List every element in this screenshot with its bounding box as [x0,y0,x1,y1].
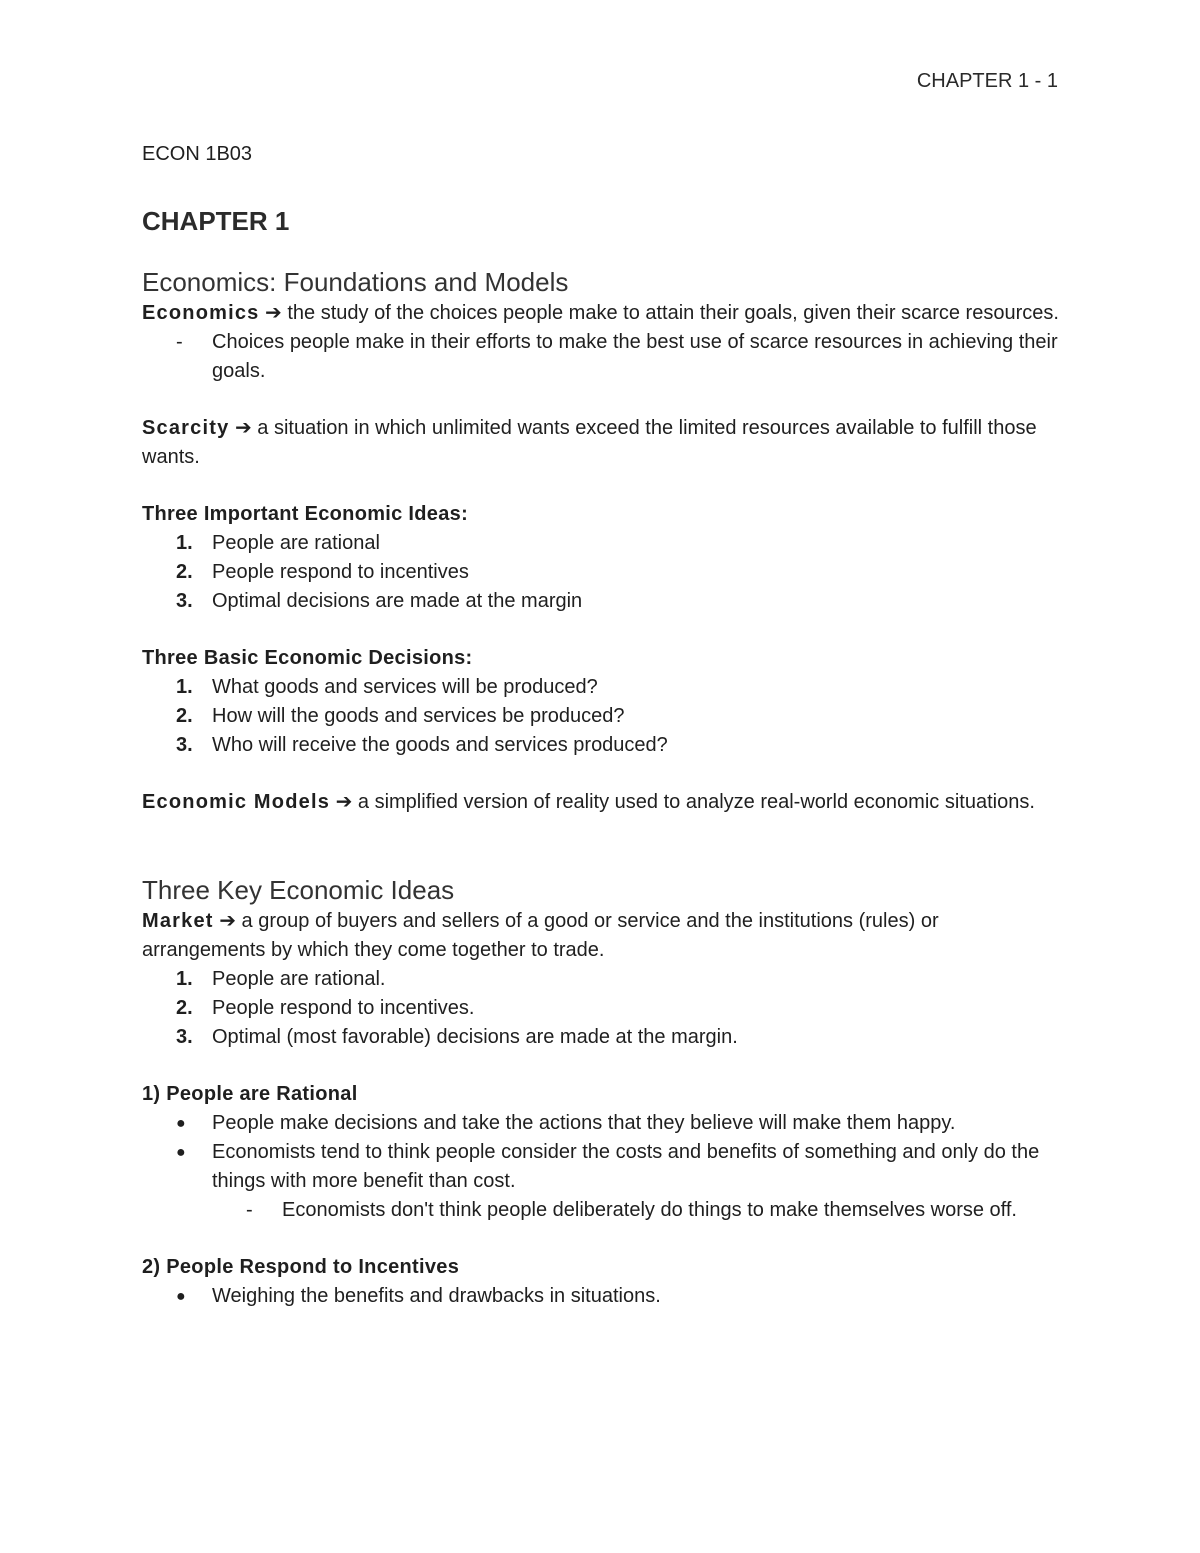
list-item [142,558,1060,587]
list-item [142,702,1060,731]
list-item-text: People are rational. [212,968,386,990]
list-item [142,529,1060,558]
market-def-text: ➔ a group of buyers and sellers of a good or service and the institutions (rules) or arrangements by which they come together to trade. [142,910,939,961]
list-item [142,1109,1060,1138]
rational-sub-list [142,1196,1060,1225]
incentives-list [142,1282,1060,1311]
list-item [142,1138,1060,1196]
list-item-text: People make decisions and take the actions that they believe will make them happy. [212,1112,956,1134]
list-item [142,731,1060,760]
scarcity-def-text: ➔ a situation in which unlimited wants exceed the limited resources available to fulfill those wants. [142,417,1037,468]
ideas-list [142,529,1060,616]
bullet-icon: ● [176,1144,186,1161]
number-marker: 2. [176,705,193,727]
course-code: ECON 1B03 [142,143,253,165]
list-item-text: Economists don't think people deliberately do things to make themselves worse off. [282,1199,1017,1221]
list-item-text: People are rational [212,532,380,554]
incentives-heading: 2) People Respond to Incentives [142,1256,460,1278]
section-title-foundations: Economics: Foundations and Models [142,267,569,297]
list-item-text: Who will receive the goods and services produced? [212,734,668,756]
section-title-key-ideas: Three Key Economic Ideas [142,875,455,905]
rational-list [142,1109,1060,1196]
key-ideas-list [142,965,1060,1052]
page-header-label: CHAPTER 1 - 1 [916,70,1058,92]
list-item-text: Weighing the benefits and drawbacks in situations. [212,1285,661,1307]
list-item [142,328,1060,386]
decisions-heading: Three Basic Economic Decisions: [142,647,473,669]
economics-term: Economics [142,302,260,324]
list-item-text: Optimal decisions are made at the margin [212,590,583,612]
list-item [142,587,1060,616]
market-term: Market [142,910,214,932]
models-definition [142,788,1060,817]
economics-sub-list [142,328,1060,386]
number-marker: 3. [176,734,193,756]
scarcity-term: Scarcity [142,417,230,439]
list-item [142,1282,1060,1311]
number-marker: 1. [176,532,193,554]
number-marker: 1. [176,968,193,990]
list-item-text: People respond to incentives. [212,997,475,1019]
number-marker: 3. [176,1026,193,1048]
document-body [142,139,1060,1311]
dash-marker: - [246,1199,253,1221]
list-item-text: What goods and services will be produced? [212,676,598,698]
market-definition [142,907,1060,965]
list-item-text: Optimal (most favorable) decisions are made at the margin. [212,1026,738,1048]
models-def-text: ➔ a simplified version of reality used to analyze real-world economic situations. [330,791,1035,813]
models-term: Economic Models [142,791,331,813]
number-marker: 3. [176,590,193,612]
decisions-list [142,673,1060,760]
list-item-text: Economists tend to think people consider the costs and benefits of something and only do the things with more benefit than cost. [212,1141,1040,1192]
scarcity-definition [142,414,1060,472]
economics-def-text: ➔ the study of the choices people make to attain their goals, given their scarce resources. [259,302,1059,324]
number-marker: 2. [176,561,193,583]
bullet-icon: ● [176,1288,186,1305]
ideas-heading: Three Important Economic Ideas: [142,503,469,525]
list-item-text: How will the goods and services be produced? [212,705,625,727]
number-marker: 2. [176,997,193,1019]
list-item [142,994,1060,1023]
list-item [142,1196,1060,1225]
list-item-text: People respond to incentives [212,561,469,583]
rational-heading: 1) People are Rational [142,1083,358,1105]
list-item [142,965,1060,994]
number-marker: 1. [176,676,193,698]
economics-definition [142,299,1060,328]
list-item [142,673,1060,702]
chapter-title: CHAPTER 1 [142,206,290,236]
dash-marker: - [176,331,183,353]
list-item [142,1023,1060,1052]
list-item-text: Choices people make in their efforts to make the best use of scarce resources in achieving their goals. [212,331,1058,382]
bullet-icon: ● [176,1115,186,1132]
